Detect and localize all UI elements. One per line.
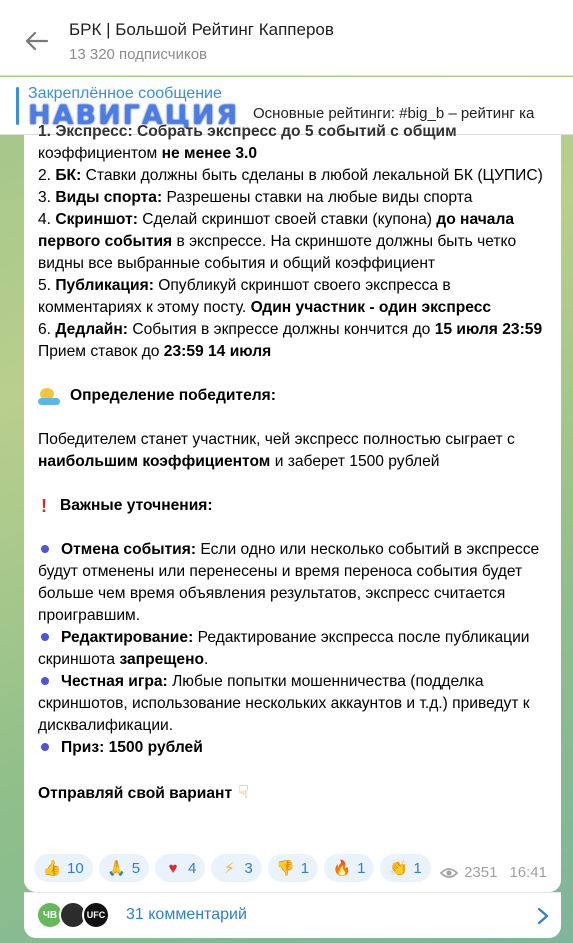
bullet-icon (41, 743, 49, 751)
pinned-indicator (16, 87, 19, 125)
rule-5: 5. Публикация: Опубликуй скриншот своего экспресса в комментариях к этому посту. Один участник - один экспресс (38, 277, 492, 316)
winner-heading: Определение победителя: (38, 385, 553, 407)
avatar: ЧВ (36, 901, 64, 929)
message-time: 16:41 (509, 864, 547, 881)
reaction-heart[interactable]: ♥ 4 (155, 854, 205, 882)
eye-icon (440, 867, 458, 879)
pinned-logo: НАВИГАЦИЯ (28, 100, 240, 131)
bullet-icon (41, 677, 49, 685)
heart-icon: ♥ (168, 859, 178, 877)
reaction-lightning[interactable]: ⚡ 3 (211, 854, 261, 882)
rule-2: 2. БК: Ставки должны быть сделаны в любой лекальной БК (ЦУПИС) (38, 167, 543, 184)
note-fairplay: Честная игра: Любые попытки мошенничества (подделка скриншотов, использование нескольких аккаунтов и т.д.) приведут к дисквалификации. (38, 673, 530, 734)
rule-1-partial: 1. Экспресс: Собрать экспресс до 5 событий с общим (38, 123, 457, 140)
praying-hands-icon: 🙏 (107, 860, 127, 877)
rule-6: 6. Дедлайн: События в экпрессе должны кончится до 15 июля 23:59 (38, 321, 543, 338)
message-text (38, 121, 553, 805)
call-to-action: Отправляй свой вариант ☟ (38, 782, 250, 802)
avatar: UFC (82, 901, 110, 929)
fire-icon: 🔥 (332, 860, 352, 877)
chevron-right-icon (537, 907, 549, 925)
clapping-icon: 👏 (389, 860, 408, 877)
bullet-icon (41, 545, 49, 553)
rule-1: коэффициентом не менее 3.0 (38, 145, 258, 162)
reactions-bar (34, 854, 431, 882)
pinned-label: Закреплённое сообщение (28, 85, 222, 102)
note-cancel: Отмена события: Если одно или несколько событий в экспрессе будут отменены или перенесены и время переноса события будет больше чем время объявления результатов, экспресс считается проигравшим. (38, 541, 540, 624)
reaction-fire[interactable]: 🔥 1 (324, 854, 374, 882)
comments-button[interactable] (24, 892, 561, 938)
reaction-thumbs-down[interactable]: 👎 1 (268, 854, 318, 882)
exclamation-icon: ! (41, 496, 47, 516)
accept-deadline: Прием ставок до 23:59 14 июля (38, 343, 272, 360)
pointing-down-icon: ☟ (238, 782, 250, 802)
arrow-left-icon (26, 32, 48, 50)
notes-heading: ! Важные уточнения: (38, 495, 553, 517)
subscriber-count: 13 320 подписчиков (69, 46, 208, 63)
view-count: 2351 (464, 864, 498, 881)
note-prize: Приз: 1500 рублей (38, 737, 553, 759)
message-bubble (24, 123, 561, 892)
bullet-icon (41, 633, 49, 641)
comments-label: 31 комментарий (126, 906, 247, 923)
lightning-icon: ⚡ (224, 860, 235, 877)
rule-4: 4. Скриншот: Сделай скриншот своей ставки (купона) до начала первого события в экспрессе. На скриншоте должны быть четко видны все выбранные события и общий коэффициент (38, 211, 517, 272)
rule-3: 3. Виды спорта: Разрешены ставки на любые виды спорта (38, 189, 473, 206)
reaction-clapping[interactable]: 👏 1 (380, 854, 430, 882)
reaction-praying-hands[interactable]: 🙏 5 (99, 854, 149, 882)
duck-icon (38, 386, 60, 406)
thumbs-down-icon: 👎 (276, 860, 296, 877)
winner-text: Победителем станет участник, чей экспресс полностью сыграет с наибольшим коэффициентом и заберет 1500 рублей (38, 431, 515, 470)
thumbs-up-icon: 👍 (42, 860, 62, 877)
pinned-text: Основные рейтинги: #big_b – рейтинг ка (253, 105, 535, 122)
message-meta (440, 864, 547, 881)
back-button[interactable] (22, 26, 52, 56)
reaction-thumbs-up[interactable]: 👍 10 (34, 854, 93, 882)
channel-header (0, 0, 573, 76)
channel-title[interactable]: БРК | Большой Рейтинг Капперов (69, 20, 334, 39)
note-edit: Редактирование: Редактирование экспресса после публикации скриншота запрещено. (38, 629, 530, 668)
